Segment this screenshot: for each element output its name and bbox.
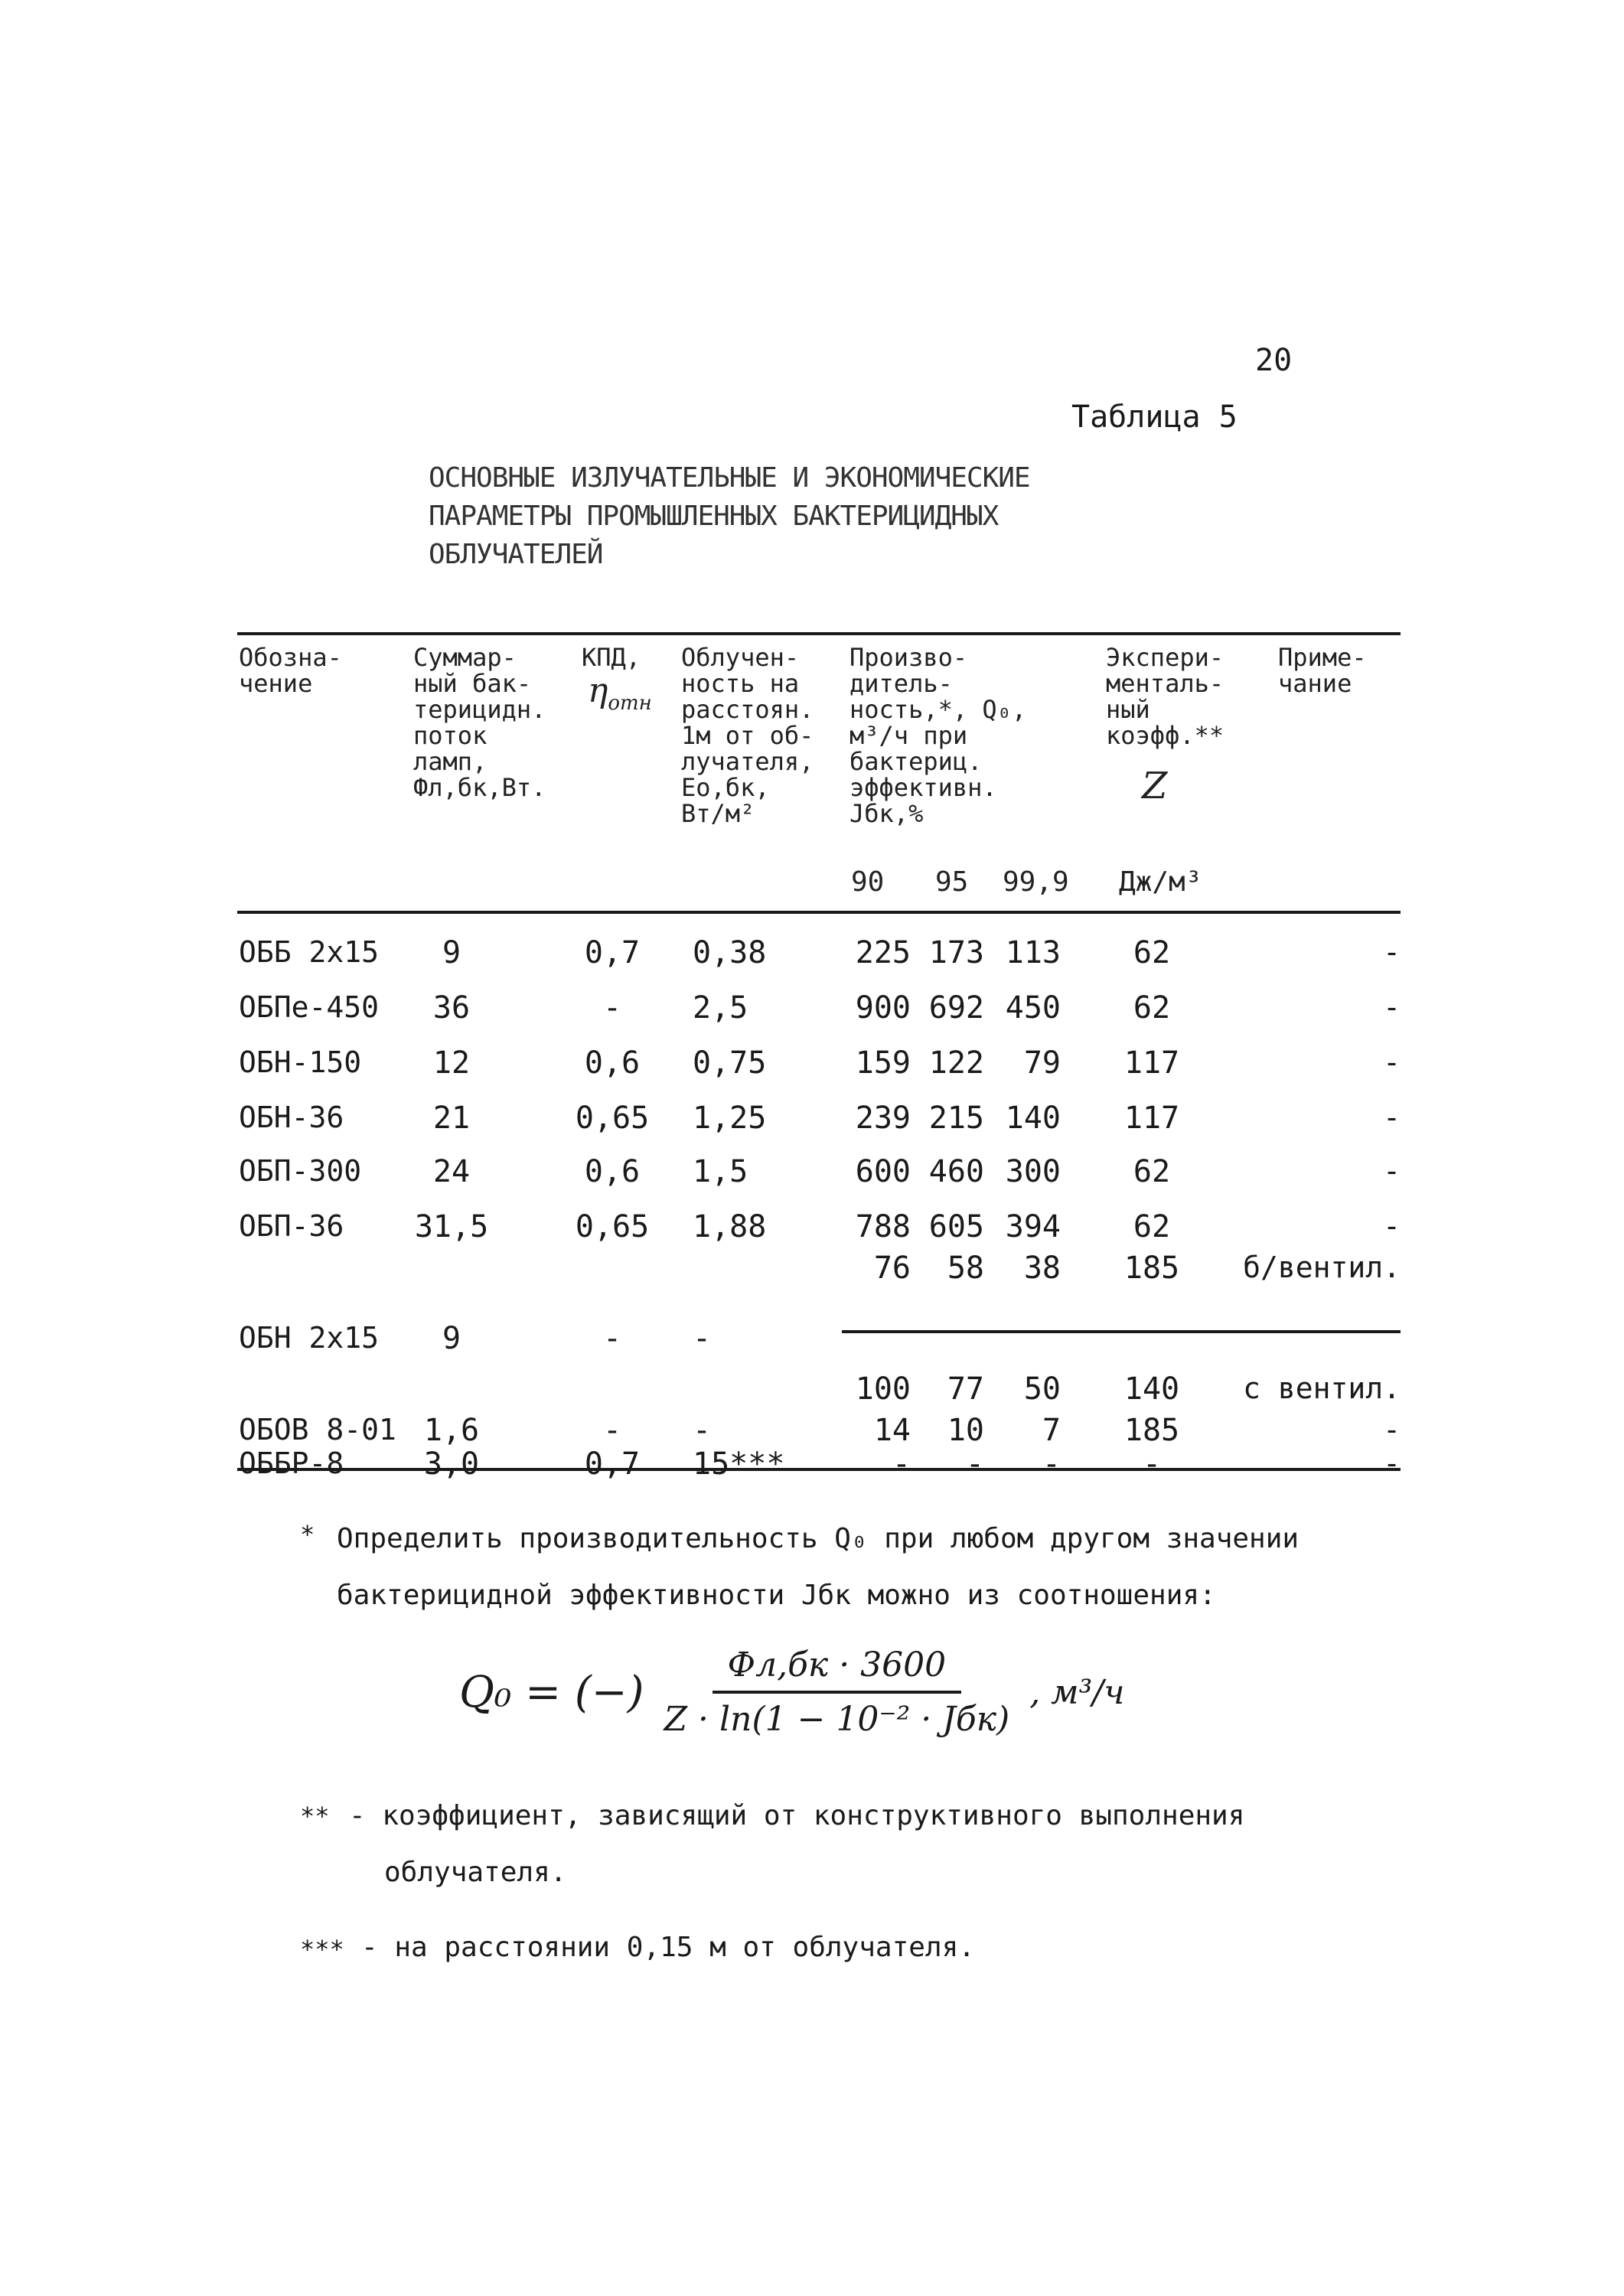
table-title (429, 459, 1030, 574)
cell-note: - (1383, 1209, 1401, 1243)
cell-irradiance: 15*** (693, 1446, 785, 1482)
cell-coef: 140 (1123, 1371, 1180, 1407)
title-line: ОБЛУЧАТЕЛЕЙ (429, 539, 603, 570)
cell-designation: ОБП-36 (239, 1209, 344, 1243)
header-flux: Суммар- ный бак- терицидн. поток ламп, Фл,бк,Вт. (413, 643, 546, 802)
cell-efficiency: 0,6 (584, 1045, 641, 1081)
cell-flux: 1,6 (423, 1413, 480, 1448)
cell-efficiency: 0,7 (584, 1446, 641, 1482)
cell-irradiance: 1,25 (693, 1101, 767, 1136)
cell-q95: 605 (928, 1209, 984, 1244)
header-designation: Обозна- чение (239, 643, 342, 698)
cell-coef: 62 (1133, 1154, 1171, 1189)
cell-q95: 10 (947, 1413, 984, 1448)
cell-q999: 394 (1005, 1209, 1061, 1244)
cell-q999: 79 (1023, 1045, 1061, 1081)
group-separator-rule (842, 1330, 1401, 1333)
page-number: 20 (1255, 343, 1293, 378)
cell-coef: 62 (1133, 990, 1171, 1026)
cell-q999: 50 (1023, 1371, 1061, 1407)
header-productivity-95: 95 (935, 866, 969, 898)
footnote-1-mark: * (300, 1520, 315, 1549)
cell-q999: 38 (1023, 1251, 1061, 1286)
cell-designation: ОБОВ 8-01 (239, 1413, 396, 1446)
cell-irradiance: 0,38 (693, 935, 767, 970)
cell-q999: 140 (1005, 1101, 1061, 1136)
header-productivity-90: 90 (851, 866, 885, 898)
cell-q90: 225 (855, 935, 911, 970)
productivity-formula (459, 1645, 1124, 1739)
cell-q90: 14 (873, 1413, 911, 1448)
cell-flux: 36 (432, 990, 471, 1026)
cell-efficiency: - (602, 1413, 622, 1448)
cell-designation: ОБН-150 (239, 1045, 362, 1079)
cell-q999: 7 (1042, 1413, 1061, 1448)
formula-numerator: Фл,бк · 3600 (713, 1645, 962, 1694)
formula-unit: , м³/ч (1029, 1672, 1125, 1712)
cell-efficiency: 0,6 (584, 1154, 641, 1189)
cell-efficiency: - (602, 990, 622, 1026)
cell-coef: 117 (1123, 1101, 1180, 1136)
cell-efficiency: 0,65 (575, 1209, 650, 1244)
cell-irradiance: - (693, 1321, 712, 1356)
cell-flux: 9 (442, 1321, 461, 1356)
header-irradiance: Облучен- ность на расстоян. 1м от об- лучателя, Ео,бк, Вт/м² (681, 643, 814, 828)
cell-note: - (1383, 1446, 1401, 1480)
cell-note: б/вентил. (1243, 1251, 1401, 1284)
cell-coef: 117 (1123, 1045, 1180, 1081)
cell-q95: 692 (928, 990, 984, 1026)
cell-q95: 58 (947, 1251, 984, 1286)
cell-irradiance: 1,5 (693, 1154, 748, 1189)
footnote-3-mark: *** (300, 1935, 344, 1964)
cell-q999: 300 (1005, 1154, 1061, 1189)
cell-coef: 185 (1123, 1251, 1180, 1286)
footnote-2-line-2: облучателя. (384, 1857, 567, 1888)
cell-flux: 31,5 (414, 1209, 489, 1244)
cell-efficiency: 0,7 (584, 935, 641, 970)
cell-q90: 788 (855, 1209, 911, 1244)
formula-lhs: Q₀ = (−) (459, 1667, 644, 1717)
cell-note: - (1383, 1154, 1401, 1188)
cell-q95: 122 (928, 1045, 984, 1081)
cell-designation: ОБП-300 (239, 1154, 362, 1188)
header-bottom-rule (237, 911, 1401, 914)
cell-q95: 173 (928, 935, 984, 970)
cell-q90: 100 (855, 1371, 911, 1407)
header-productivity-999: 99,9 (1003, 866, 1069, 898)
cell-q95: 215 (928, 1101, 984, 1136)
cell-irradiance: 1,88 (693, 1209, 767, 1244)
cell-note: - (1383, 1045, 1401, 1079)
cell-q90: 900 (855, 990, 911, 1026)
cell-q999: 113 (1005, 935, 1061, 970)
footnote-1-line-2: бактерицидной эффективности Jбк можно из соотношения: (337, 1580, 1216, 1611)
title-line: ПАРАМЕТРЫ ПРОМЫШЛЕННЫХ БАКТЕРИЦИДНЫХ (429, 501, 999, 532)
footnote-3-line-1: - на расстоянии 0,15 м от облучателя. (361, 1932, 975, 1963)
cell-efficiency: - (602, 1321, 622, 1356)
cell-flux: 24 (432, 1154, 471, 1189)
cell-designation: ОББР-8 (239, 1446, 344, 1480)
footnote-2-mark: ** (300, 1802, 330, 1831)
cell-coef: 185 (1123, 1413, 1180, 1448)
cell-note: - (1383, 1101, 1401, 1134)
cell-q95: 77 (947, 1371, 984, 1407)
header-coefficient-unit: Дж/м³ (1119, 866, 1202, 898)
header-coefficient: Экспери- менталь- ный коэфф.** (1106, 643, 1225, 750)
table-top-rule (237, 632, 1401, 635)
cell-irradiance: 2,5 (693, 990, 748, 1026)
footnote-1-line-1: Определить производительность Q₀ при любом другом значении (337, 1523, 1300, 1554)
cell-note: - (1383, 990, 1401, 1024)
cell-flux: 12 (432, 1045, 471, 1081)
header-note: Приме- чание (1278, 643, 1367, 698)
cell-q90: 159 (855, 1045, 911, 1081)
cell-q90: 76 (873, 1251, 911, 1286)
cell-designation: ОББ 2х15 (239, 935, 380, 969)
header-productivity: Произво- дитель- ность,*, Q₀, м³/ч при бактериц. эффективн. Jбк,% (850, 643, 1027, 828)
cell-designation: ОБН 2х15 (239, 1321, 380, 1355)
cell-coef: 62 (1133, 1209, 1171, 1244)
formula-denominator: Z · ln(1 − 10⁻² · Jбк) (664, 1700, 1010, 1739)
header-coefficient-symbol: Z (1142, 765, 1168, 807)
cell-flux: 21 (432, 1101, 471, 1136)
table-bottom-rule (237, 1468, 1401, 1471)
cell-designation: ОБН-36 (239, 1101, 344, 1134)
cell-q90: - (892, 1446, 911, 1482)
cell-flux: 9 (442, 935, 461, 970)
title-line: ОСНОВНЫЕ ИЗЛУЧАТЕЛЬНЫЕ И ЭКОНОМИЧЕСКИЕ (429, 462, 1030, 494)
table-label: Таблица 5 (1071, 400, 1238, 435)
cell-q90: 239 (855, 1101, 911, 1136)
formula-fraction (664, 1645, 1010, 1739)
cell-note: - (1383, 935, 1401, 969)
cell-coef: 62 (1133, 935, 1171, 970)
footnote-2-line-1: - коэффициент, зависящий от конструктивного выполнения (349, 1800, 1245, 1831)
cell-irradiance: - (693, 1413, 712, 1448)
cell-q999: 450 (1005, 990, 1061, 1026)
cell-flux: 3,0 (423, 1446, 480, 1482)
cell-efficiency: 0,65 (575, 1101, 650, 1136)
cell-designation: ОБПе-450 (239, 990, 380, 1024)
cell-coef: - (1142, 1446, 1162, 1482)
cell-irradiance: 0,75 (693, 1045, 767, 1081)
cell-q95: - (965, 1446, 984, 1482)
cell-note: - (1383, 1413, 1401, 1446)
cell-q95: 460 (928, 1154, 984, 1189)
cell-note: с вентил. (1243, 1371, 1401, 1405)
cell-q999: - (1042, 1446, 1061, 1482)
header-efficiency: КПД, $\eta_{отн}$ (582, 643, 652, 715)
cell-q90: 600 (855, 1154, 911, 1189)
